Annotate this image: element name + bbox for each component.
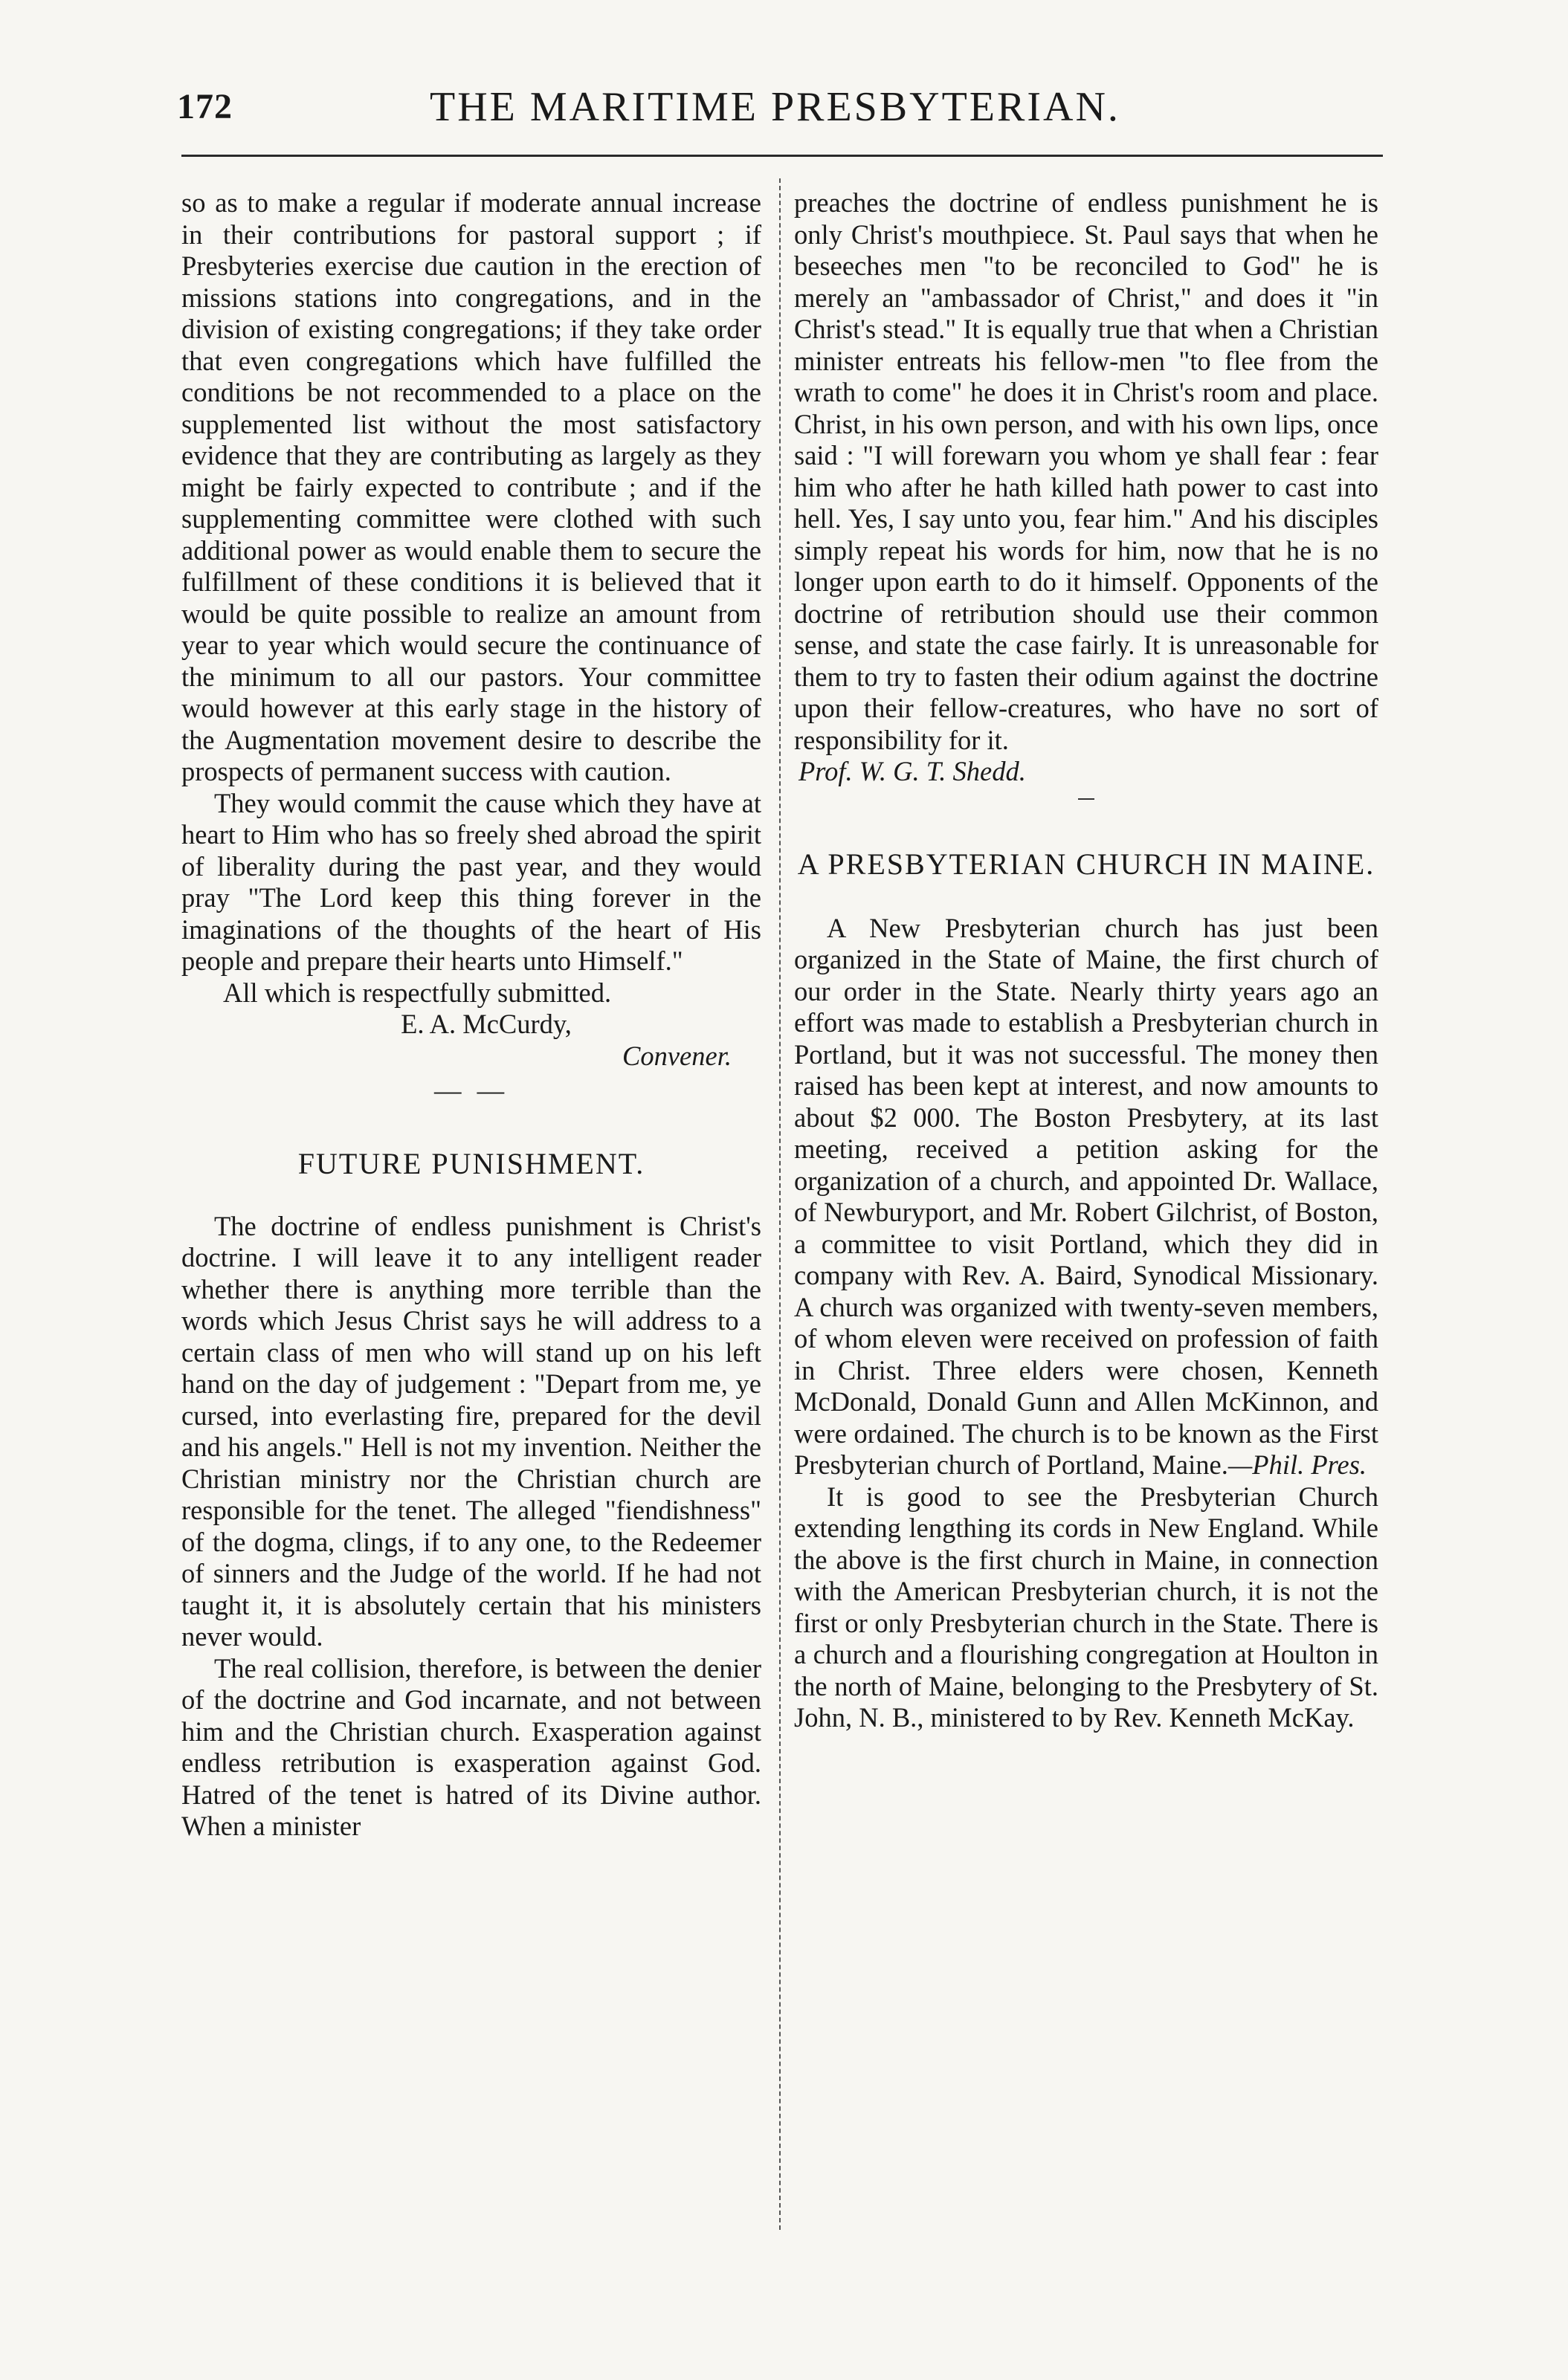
signature-role: Convener. [622, 1040, 732, 1071]
author-credit: Prof. W. G. T. Shedd. [798, 756, 1026, 786]
future-punishment-paragraph-1: The doctrine of endless punishment is Christ's doctrine. I will leave it to any intelligent reader whether there is anything more terrible than the words which Jesus Christ says he will address to a certain class of men who will stand up on his left hand on the day of judgement : "Depart from me, ye cursed, into everlasting fire, prepared for the devil and his angels." Hell is not my invention. Neither the Christian ministry nor the Christian church are responsible for the tenet. The alleged "fiendishness" of the dogma, clings, if to any one, to the Redeemer of sinners and the Judge of the world. If he had not taught it, it is absolutely certain that his ministers never would. [181, 1210, 761, 1652]
maine-church-heading: A PRESBYTERIAN CHURCH IN MAINE. [797, 847, 1375, 881]
maine-church-paragraph-1 [794, 913, 1378, 1481]
running-head [177, 80, 1337, 140]
column-divider [779, 178, 781, 2230]
section-separator: — — [433, 1075, 509, 1105]
augmentation-report-paragraph-2: They would commit the cause which they have at heart to Him who has so freely shed abroad the spirit of liberality during the past year, and they would pray "The Lord keep this thing forever in the imaginations of the thoughts of the heart of His people and prepare their hearts unto Himself." [181, 787, 761, 976]
credit-rule [1078, 798, 1094, 800]
future-punishment-continuation: preaches the doctrine of endless punishment he is only Christ's mouthpiece. St. Paul says that when he beseeches men "to be reconciled to God" he is merely an "ambassador of Christ," and does it "in Christ's stead." It is equally true that when a Christian minister entreats his fellow-men "to flee from the wrath to come" he does it in Christ's room and place. Christ, in his own person, and with his own lips, once said : "I will forewarn you whom ye shall fear : fear him who after he hath killed hath power to cast into hell. Yes, I say unto you, fear him." And his disciples simply repeat his words for him, now that he is no longer upon earth to do it himself. Opponents of the doctrine of retribution should use their common sense, and state the case fairly. It is unreasonable for them to try to fasten their odium against the doctrine upon their fellow-creatures, who have no sort of responsibility for it. [794, 187, 1378, 755]
future-punishment-paragraph-2: The real collision, therefore, is between the denier of the doctrine and God incarnate, and not between him and the Christian church. Exasperation against endless retribution is exasperation against God. Hatred of the tenet is hatred of its Divine author. When a minister [181, 1652, 761, 1841]
signature: E. A. McCurdy, [401, 1009, 572, 1039]
right-column [794, 187, 1378, 1734]
left-column [181, 187, 761, 1843]
journal-title: THE MARITIME PRESBYTERIAN. [430, 84, 1120, 130]
maine-church-paragraph-1-text: A New Presbyterian church has just been organized in the State of Maine, the first church of our order in the State. Nearly thirty years ago an effort was made to establish a Presbyterian church in Portland, but it was not successful. The money then raised has been kept at interest, and now amounts to about $2 000. The Boston Presbytery, at its last meeting, received a petition asking for the organization of a church, and appointed Dr. Wallace, of Newburyport, and Mr. Robert Gilchrist, of Boston, a committee to visit Portland, which they did in company with Rev. A. Baird, Synodical Missionary. A church was organized with twenty-seven members, of whom eleven were received on profession of faith in Christ. Three elders were chosen, Kenneth McDonald, Donald Gunn and Allen McKinnon, and were ordained. The church is to be known as the First Presbyterian church of Portland, Maine. [794, 912, 1378, 1480]
submitted-line: All which is respectfully submitted. [223, 977, 612, 1008]
source-credit: —Phil. Pres. [1227, 1449, 1367, 1480]
header-rule [181, 155, 1383, 157]
future-punishment-heading: FUTURE PUNISHMENT. [297, 1146, 645, 1180]
augmentation-report-paragraph-1: so as to make a regular if moderate annual increase in their contributions for pastoral support ; if Presbyteries exercise due caution in the erection of missions stations into congregations, and in the division of existing congregations; if they take order that even congregations which have fulfilled the conditions be not recommended to a place on the supplemented list without the most satisfactory evidence that they are contributing as largely as they might be fairly expected to contribute ; and if the supplementing committee were clothed with such additional power as would enable them to secure the fulfillment of these conditions it is believed that it would be quite possible to realize an amount from year to year which would secure the continuance of the minimum to all our pastors. Your committee would however at this early stage in the history of the Augmentation movement desire to describe the prospects of permanent success with caution. [181, 187, 761, 786]
page-number: 172 [177, 87, 233, 126]
maine-church-paragraph-2: It is good to see the Presbyterian Church extending lengthing its cords in New England. While the above is the first church in Maine, in connection with the American Presbyterian church, it is not the first or only Presbyterian church in the State. There is a church and a flourishing congregation at Houlton in the north of Maine, belonging to the Presbytery of St. John, N. B., ministered to by Rev. Kenneth McKay. [794, 1481, 1378, 1733]
